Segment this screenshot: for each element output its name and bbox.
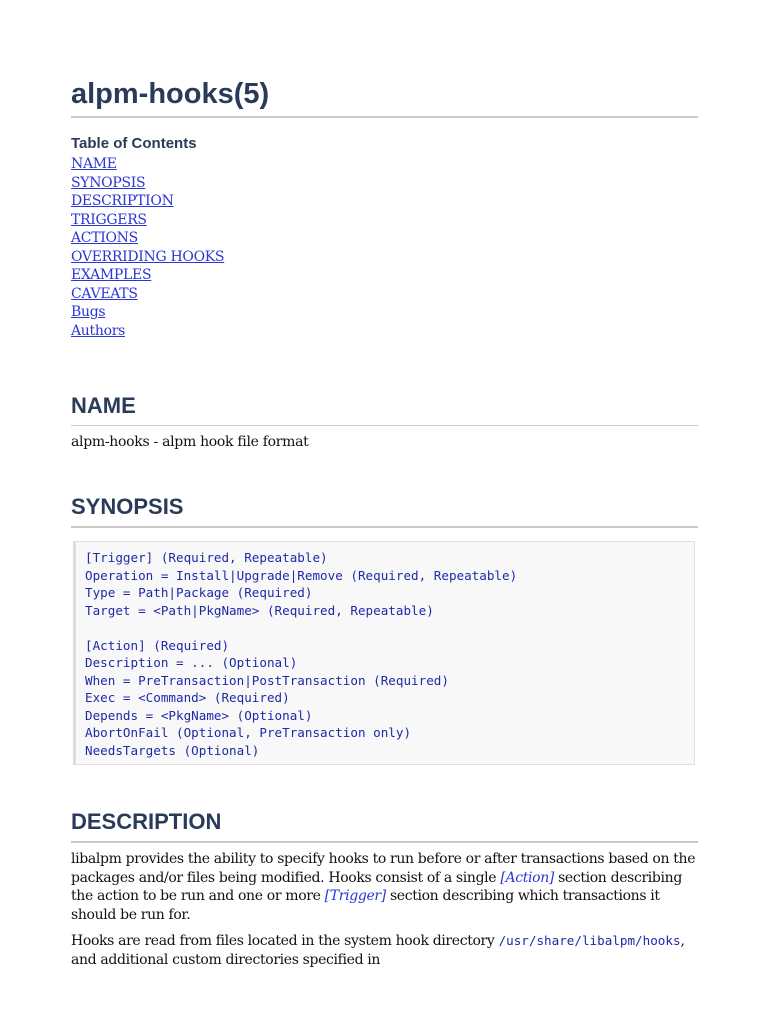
code-blank-line — [85, 619, 694, 637]
code-line: Target = <Path|PkgName> (Required, Repeatable) — [85, 602, 434, 618]
name-description: alpm-hooks - alpm hook file format — [71, 434, 309, 450]
code-line: NeedsTargets (Optional) — [85, 742, 260, 758]
description-paragraph — [71, 932, 698, 969]
code-line: AbortOnFail (Optional, PreTransaction only) — [85, 725, 412, 740]
text-run: section describing the action to be run and one or more — [71, 869, 682, 904]
toc-link-actions[interactable]: ACTIONS — [71, 230, 138, 246]
text-run: , and additional custom directories specified in — [71, 933, 685, 968]
page-title: alpm-hooks(5) — [71, 74, 698, 118]
code-line: Exec = <Command> (Required) — [85, 690, 290, 705]
code-line: Type = Path|Package (Required) — [85, 585, 313, 600]
code-line: [Action] (Required) — [85, 637, 230, 653]
text-run: section describing which transactions it should be run for. — [71, 888, 660, 923]
code-line: Description = ... (Optional) — [85, 655, 298, 670]
toc-link-authors[interactable]: Authors — [71, 322, 125, 339]
section-heading-description: DESCRIPTION — [71, 807, 698, 843]
toc-link-name[interactable]: NAME — [71, 156, 117, 172]
description-paragraph — [71, 850, 698, 924]
toc-link-caveats[interactable]: CAVEATS — [71, 285, 138, 302]
text-run: libalpm provides the ability to specify hooks to run before or after transactions based on the packages and/or files being modified. Hooks consist of a single — [71, 851, 696, 886]
toc-link-description[interactable]: DESCRIPTION — [71, 193, 174, 209]
action-reference: [Action] — [500, 869, 554, 886]
toc-link-examples[interactable]: EXAMPLES — [71, 267, 152, 283]
hook-directory-path: /usr/share/libalpm/hooks — [498, 933, 681, 948]
description-body — [71, 850, 698, 977]
toc-link-triggers[interactable]: TRIGGERS — [71, 211, 147, 228]
code-line: Operation = Install|Upgrade|Remove (Required, Repeatable) — [85, 567, 518, 583]
toc-link-bugs[interactable]: Bugs — [71, 304, 106, 320]
code-line: [Trigger] (Required, Repeatable) — [85, 550, 328, 565]
toc-link-synopsis[interactable]: SYNOPSIS — [71, 174, 146, 191]
synopsis-code-block — [73, 541, 695, 765]
toc-heading: Table of Contents — [71, 135, 197, 152]
code-line: Depends = <PkgName> (Optional) — [85, 707, 313, 723]
table-of-contents — [71, 154, 224, 339]
text-run: Hooks are read from files located in the system hook directory — [71, 933, 499, 949]
toc-link-overriding-hooks[interactable]: OVERRIDING HOOKS — [71, 248, 225, 265]
code-line: When = PreTransaction|PostTransaction (Required) — [85, 672, 449, 688]
section-heading-synopsis: SYNOPSIS — [71, 492, 698, 528]
section-heading-name: NAME — [71, 391, 698, 426]
trigger-reference: [Trigger] — [324, 888, 386, 904]
